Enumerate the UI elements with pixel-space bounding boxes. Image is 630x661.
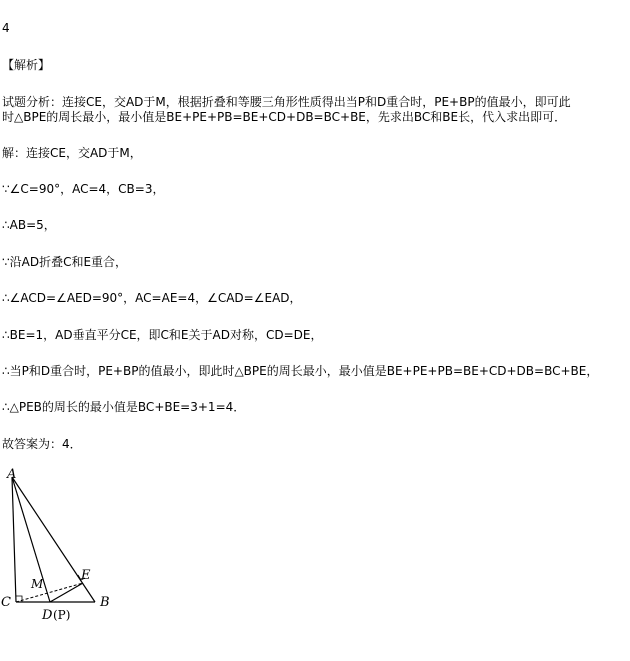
label-m: M (31, 577, 44, 591)
solution-line-4: ∵沿AD折叠C和E重合， (2, 255, 128, 269)
label-p: (P) (53, 608, 71, 622)
label-c: C (1, 595, 11, 610)
label-d: D (42, 608, 53, 623)
solution-line-5: ∴∠ACD=∠AED=90°，AC=AE=4，∠CAD=∠EAD， (2, 291, 302, 305)
solution-line-2: ∵∠C=90°，AC=4，CB=3， (2, 182, 165, 196)
answer-number: 4 (2, 21, 10, 35)
right-angle-mark-c (16, 596, 22, 602)
analysis-line-2: 时△BPE的周长最小，最小值是BE+PE+PB=BE+CD+DB=BC+BE，先求出BC和BE长，代入求出即可． (2, 110, 567, 124)
analysis-line-1: 试题分析：连接CE，交AD于M，根据折叠和等腰三角形性质得出当P和D重合时，PE+BP的值最小，即可此 (2, 95, 571, 109)
solution-line-8: ∴△PEB的周长的最小值是BC+BE=3+1=4． (2, 400, 246, 414)
label-e: E (81, 568, 91, 583)
section-title: 【解析】 (2, 58, 51, 72)
label-a: A (7, 467, 17, 482)
label-b: B (100, 595, 110, 610)
geometry-figure (0, 465, 130, 625)
conclusion: 故答案为：4． (2, 437, 82, 451)
solution-line-3: ∴AB=5， (2, 218, 56, 232)
solution-line-1: 解：连接CE，交AD于M， (2, 146, 142, 160)
segment-de (50, 583, 83, 602)
solution-line-7: ∴当P和D重合时，PE+BP的值最小，即此时△BPE的周长最小，最小值是BE+PE+PB=BE+CD+DB=BC+BE， (2, 364, 599, 378)
solution-line-6: ∴BE=1，AD垂直平分CE，即C和E关于AD对称，CD=DE， (2, 328, 323, 342)
segment-ac (12, 477, 16, 602)
